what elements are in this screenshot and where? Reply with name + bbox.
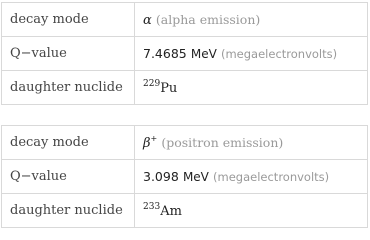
decay-mode-label: decay mode [2,3,135,37]
decay-mode-description: (alpha emission) [155,12,261,27]
decay-mode-description: (positron emission) [161,135,284,150]
mass-number: 233 [143,202,161,212]
q-value-number: 7.4685 [143,45,187,61]
daughter-nuclide-label: daughter nuclide [2,71,135,105]
decay-mode-value [135,126,368,160]
q-value-unit: MeV [190,46,217,61]
q-value-label: Q−value [2,37,135,71]
q-value-unit-description: (megaelectronvolts) [220,46,338,61]
decay-mode-row [2,126,368,160]
decay-mode-label: decay mode [2,126,135,160]
daughter-nuclide-value [135,194,368,228]
daughter-nuclide-value [135,71,368,105]
decay-table-alpha [1,2,368,105]
q-value-row [2,160,368,194]
daughter-nuclide-row [2,194,368,228]
q-value-unit: MeV [182,169,209,184]
decay-mode-superscript: + [150,134,158,143]
q-value-number: 3.098 [143,168,179,184]
q-value-row [2,37,368,71]
decay-mode-row [2,3,368,37]
decay-mode-symbol: α [143,13,152,28]
q-value-value [135,37,368,71]
daughter-nuclide-label: daughter nuclide [2,194,135,228]
decay-table-positron [1,125,368,228]
decay-mode-symbol: β [143,136,151,151]
q-value-label: Q−value [2,160,135,194]
element-symbol: Pu [160,81,178,96]
q-value-value [135,160,368,194]
daughter-nuclide-row [2,71,368,105]
element-symbol: Am [160,204,182,219]
mass-number: 229 [143,79,161,89]
decay-mode-value [135,3,368,37]
q-value-unit-description: (megaelectronvolts) [213,169,330,184]
